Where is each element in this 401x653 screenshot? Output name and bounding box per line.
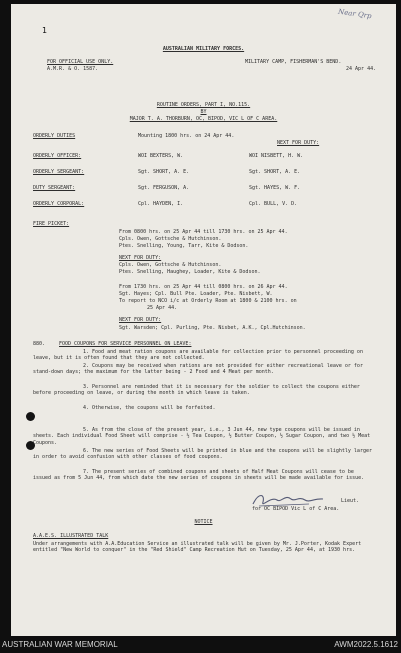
orders-by: BY xyxy=(200,109,207,115)
official-use-line: FOR OFFICIAL USE ONLY. xyxy=(47,59,114,65)
duty-next: Sgt. HAYES, W. F. xyxy=(249,185,301,191)
paragraph: 6. The new series of Food Sheets will be printed in blue and the coupons will be slightly larger in order to avoid confusion with other classes of food coupons. xyxy=(33,448,372,461)
next-for-duty-heading: NEXT FOR DUTY: xyxy=(119,317,162,323)
document-date: 24 Apr 44. xyxy=(346,66,377,72)
duty-current: WOI BEXTERS, W. xyxy=(138,153,184,159)
fire-picket-line: To report to NCO i/c at Orderly Room at 1800 & 2100 hrs. on xyxy=(119,298,297,304)
fire-picket-line: Sgt. Hayes; Cpl. Bull Pte. Loader, Pte. Nisbett, W. xyxy=(119,291,273,297)
corner-mark: 1 xyxy=(42,26,48,35)
paragraph: 7. The present series of combined coupons and sheets of Half Meat Coupons will cease to be issued as from 5 Jun 44, from which date the new series of coupons in sheets will be made available for issue. xyxy=(33,469,365,482)
duty-next: Sgt. SHORT, A. E. xyxy=(249,169,301,175)
signature-for-line: for OC BIPOD Vic L of C Area. xyxy=(252,506,340,512)
duty-label: ORDERLY DUTIES xyxy=(33,133,76,139)
camp-location: MILITARY CAMP, FISHERMAN'S BEND. xyxy=(245,59,342,65)
fire-picket-line: From 1730 hrs. on 25 Apr 44 till 0800 hrs. on 26 Apr 44. xyxy=(119,284,288,290)
orders-title: ROUTINE ORDERS, PART I, NO.115. xyxy=(156,102,251,108)
fire-picket-line: Ptes. Snelling, Haughey, Loader, Kite & Dodson. xyxy=(119,269,261,275)
signature-rank: Lieut. xyxy=(341,498,360,504)
paragraph: 2. Coupons may be received when rations are not provided for either recreational leave or for stand-down days; the maximum for the latter being - 2 Food and 4 Meat per month. xyxy=(33,363,363,376)
footer-institution: AUSTRALIAN WAR MEMORIAL xyxy=(2,640,118,649)
duty-next: Cpl. BULL, V. D. xyxy=(249,201,298,207)
duty-current: Mounting 1800 hrs. on 24 Apr 44. xyxy=(138,133,235,139)
next-for-duty-heading: NEXT FOR DUTY: xyxy=(119,255,162,261)
amr-reference: A.M.R. & O. 1587. xyxy=(47,66,99,72)
document-title: AUSTRALIAN MILITARY FORCES. xyxy=(162,46,245,52)
duty-label: ORDERLY OFFICER: xyxy=(33,153,82,159)
fire-picket-line: Ptes. Snelling, Young, Tarr, Kite & Dodson. xyxy=(119,243,249,249)
paragraph: 4. Otherwise, the coupons will be forfeited. xyxy=(83,405,216,411)
notice-body: Under arrangements with A.A.Education Service an illustrated talk will be given by Mr. J.Porter, Kodak Expert entitled "New World to conquer" in the "Red Shield" Camp Recreation Hut on Tuesday, 25 Apr 44, at 1930 hrs. xyxy=(33,541,362,554)
archive-handwritten-label: Near Qrp xyxy=(338,7,373,21)
archive-footer xyxy=(0,636,401,653)
duty-current: Cpl. HAYDEN, I. xyxy=(138,201,184,207)
fire-picket-line: Cpls. Owen, Gottsche & Hutchinson. xyxy=(119,262,222,268)
duty-current: Sgt. FERGUSON, A. xyxy=(138,185,190,191)
duty-current: Sgt. SHORT, A. E. xyxy=(138,169,190,175)
section-heading: FOOD COUPONS FOR SERVICE PERSONNEL ON LEAVE: xyxy=(59,341,192,347)
duty-label: DUTY SERGEANT: xyxy=(33,185,76,191)
paragraph: 1. Food and meat ration coupons are available for collection prior to personnel proceeding on leave, but it is often found that they are not collected. xyxy=(33,349,363,362)
next-for-duty-heading: NEXT FOR DUTY: xyxy=(277,140,320,146)
duty-next: WOI NISBETT, H. W. xyxy=(249,153,304,159)
duty-label: ORDERLY SERGEANT: xyxy=(33,169,85,175)
paragraph: 5. As from the close of the present year, i.e., 3 Jun 44, new type coupons will be issued in sheets. Each individual Food Sheet will comprise - ½ Tea Coupon, ½ Butter Coupon, ½ Sugar Coupon, and two ½ Meat Coupons. xyxy=(33,427,371,446)
fire-picket-label: FIRE PICKET: xyxy=(33,221,70,227)
punch-hole xyxy=(26,412,35,421)
fire-picket-line: 25 Apr 44. xyxy=(147,305,178,311)
paragraph: 3. Personnel are reminded that it is necessary for the soldier to collect the coupons either before proceeding on leave, or during the month in which leave is taken. xyxy=(33,384,360,397)
order-number: 880. xyxy=(33,341,46,347)
fire-picket-line: Cpls. Owen, Gottsche & Hutchinson. xyxy=(119,236,222,242)
notice-heading: NOTICE xyxy=(194,519,213,525)
footer-accession-number: AWM2022.5.1612 xyxy=(334,640,398,649)
orders-issuer: MAJOR T. A. THORBURN, OC, BIPOD, VIC L OF C AREA. xyxy=(129,116,278,122)
document-page xyxy=(11,4,396,636)
fire-picket-line: Sgt. Warsden; Cpl. Purling, Pte. Nisbet, A.K., Cpl.Hutchinson. xyxy=(119,325,306,331)
duty-label: ORDERLY CORPORAL: xyxy=(33,201,85,207)
fire-picket-line: From 0800 hrs. on 25 Apr 44 till 1730 hrs. on 25 Apr 44. xyxy=(119,229,288,235)
notice-subheading: A.A.E.S. ILLUSTRATED TALK xyxy=(33,533,109,539)
